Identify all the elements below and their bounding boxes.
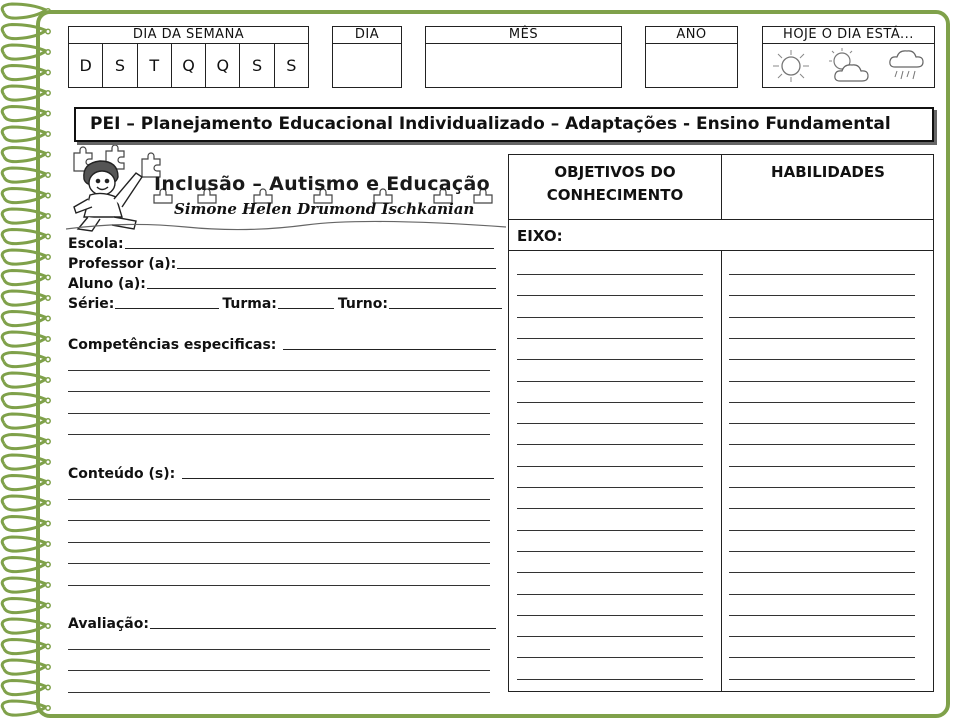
table-divider bbox=[721, 250, 722, 691]
evaluation-rule[interactable] bbox=[68, 649, 490, 650]
class-label: Turma: bbox=[222, 296, 277, 312]
skills-write-line[interactable] bbox=[729, 508, 915, 509]
teacher-line[interactable] bbox=[177, 268, 496, 269]
objectives-write-line[interactable] bbox=[517, 381, 703, 382]
page-title: PEI – Planejamento Educacional Individualizado – Adaptações - Ensino Fundamental bbox=[74, 107, 934, 142]
skills-write-line[interactable] bbox=[729, 530, 915, 531]
skills-write-line[interactable] bbox=[729, 657, 915, 658]
skills-write-line[interactable] bbox=[729, 359, 915, 360]
skills-write-line[interactable] bbox=[729, 317, 915, 318]
grade-label: Série: bbox=[68, 296, 115, 312]
skills-write-line[interactable] bbox=[729, 615, 915, 616]
skills-write-line[interactable] bbox=[729, 487, 915, 488]
evaluation-field[interactable] bbox=[68, 612, 496, 632]
teacher-label: Professor (a): bbox=[68, 256, 177, 272]
objectives-write-line[interactable] bbox=[517, 551, 703, 552]
objectives-write-line[interactable] bbox=[517, 508, 703, 509]
objectives-write-line[interactable] bbox=[517, 338, 703, 339]
skills-write-line[interactable] bbox=[729, 338, 915, 339]
grade-line[interactable] bbox=[115, 308, 219, 309]
competencies-label: Competências especificas: bbox=[68, 337, 277, 353]
objectives-write-line[interactable] bbox=[517, 679, 703, 680]
competencies-rule[interactable] bbox=[68, 370, 490, 371]
objectives-write-line[interactable] bbox=[517, 657, 703, 658]
objectives-write-line[interactable] bbox=[517, 487, 703, 488]
skills-write-line[interactable] bbox=[729, 572, 915, 573]
content-label: Conteúdo (s): bbox=[68, 466, 176, 482]
skills-write-line[interactable] bbox=[729, 274, 915, 275]
skills-write-line[interactable] bbox=[729, 551, 915, 552]
competencies-line[interactable] bbox=[283, 349, 496, 350]
evaluation-rule[interactable] bbox=[68, 692, 490, 693]
rain-cloud-icon[interactable] bbox=[885, 47, 929, 85]
logo-title: Inclusão – Autismo e Educação bbox=[154, 173, 490, 195]
content-rule[interactable] bbox=[68, 520, 490, 521]
school-line[interactable] bbox=[125, 248, 494, 249]
teacher-field[interactable] bbox=[68, 252, 496, 272]
skills-write-line[interactable] bbox=[729, 444, 915, 445]
skills-write-line[interactable] bbox=[729, 594, 915, 595]
skills-write-line[interactable] bbox=[729, 679, 915, 680]
content-line[interactable] bbox=[182, 478, 494, 479]
month-input[interactable] bbox=[426, 44, 621, 88]
weather-box bbox=[762, 26, 935, 88]
table-divider bbox=[509, 250, 933, 251]
weekday-box bbox=[68, 26, 309, 88]
month-label: MÊS bbox=[426, 27, 621, 44]
objectives-header: OBJETIVOS DO CONHECIMENTO bbox=[546, 163, 684, 204]
skills-write-line[interactable] bbox=[729, 423, 915, 424]
year-box bbox=[645, 26, 738, 88]
shift-line[interactable] bbox=[389, 308, 502, 309]
school-label: Escola: bbox=[68, 236, 124, 252]
year-label: ANO bbox=[646, 27, 737, 44]
school-field[interactable] bbox=[68, 232, 494, 252]
shift-label: Turno: bbox=[337, 296, 388, 312]
skills-write-line[interactable] bbox=[729, 636, 915, 637]
evaluation-rule[interactable] bbox=[68, 670, 490, 671]
axis-label: EIXO: bbox=[517, 227, 563, 245]
competencies-rule[interactable] bbox=[68, 413, 490, 414]
objectives-write-line[interactable] bbox=[517, 423, 703, 424]
objectives-write-line[interactable] bbox=[517, 594, 703, 595]
day-label: DIA bbox=[333, 27, 401, 44]
grade-class-shift-field[interactable] bbox=[68, 292, 502, 312]
sun-cloud-icon[interactable] bbox=[824, 47, 874, 85]
skills-header: HABILIDADES bbox=[771, 163, 885, 181]
weekday-option[interactable]: Q bbox=[172, 44, 206, 88]
weekday-option[interactable]: S bbox=[286, 56, 297, 75]
competencies-rule[interactable] bbox=[68, 434, 490, 435]
student-line[interactable] bbox=[147, 288, 496, 289]
logo bbox=[66, 145, 506, 233]
content-field[interactable] bbox=[68, 462, 494, 482]
skills-write-line[interactable] bbox=[729, 402, 915, 403]
objectives-skills-table bbox=[508, 154, 934, 692]
student-label: Aluno (a): bbox=[68, 276, 146, 292]
weekday-options bbox=[69, 44, 308, 88]
skills-write-line[interactable] bbox=[729, 295, 915, 296]
day-box bbox=[332, 26, 402, 88]
table-divider bbox=[509, 219, 933, 220]
weather-label: HOJE O DIA ESTÁ... bbox=[763, 27, 934, 44]
objectives-write-line[interactable] bbox=[517, 572, 703, 573]
weekday-option[interactable]: S bbox=[240, 44, 274, 88]
evaluation-label: Avaliação: bbox=[68, 616, 149, 632]
objectives-write-line[interactable] bbox=[517, 274, 703, 275]
year-input[interactable] bbox=[646, 44, 737, 88]
content-rule[interactable] bbox=[68, 563, 490, 564]
month-box bbox=[425, 26, 622, 88]
skills-write-line[interactable] bbox=[729, 466, 915, 467]
objectives-write-line[interactable] bbox=[517, 295, 703, 296]
logo-author: Simone Helen Drumond Ischkanian bbox=[174, 200, 475, 218]
content-rule[interactable] bbox=[68, 542, 490, 543]
skills-write-line[interactable] bbox=[729, 381, 915, 382]
competencies-field[interactable] bbox=[68, 333, 496, 353]
objectives-write-line[interactable] bbox=[517, 636, 703, 637]
weekday-option[interactable]: Q bbox=[206, 44, 240, 88]
content-rule[interactable] bbox=[68, 499, 490, 500]
objectives-write-line[interactable] bbox=[517, 402, 703, 403]
objectives-write-line[interactable] bbox=[517, 530, 703, 531]
objectives-write-line[interactable] bbox=[517, 466, 703, 467]
class-line[interactable] bbox=[278, 308, 334, 309]
objectives-write-line[interactable] bbox=[517, 615, 703, 616]
student-field[interactable] bbox=[68, 272, 496, 292]
sun-icon[interactable] bbox=[769, 48, 813, 84]
objectives-write-line[interactable] bbox=[517, 444, 703, 445]
competencies-rule[interactable] bbox=[68, 391, 490, 392]
weekday-option[interactable]: S bbox=[103, 44, 137, 88]
weekday-label: DIA DA SEMANA bbox=[69, 27, 308, 44]
content-rule[interactable] bbox=[68, 585, 490, 586]
day-input[interactable] bbox=[333, 44, 401, 88]
objectives-write-line[interactable] bbox=[517, 317, 703, 318]
weekday-option[interactable]: T bbox=[138, 44, 172, 88]
weekday-option[interactable]: D bbox=[69, 44, 103, 88]
evaluation-line[interactable] bbox=[150, 628, 496, 629]
objectives-write-line[interactable] bbox=[517, 359, 703, 360]
